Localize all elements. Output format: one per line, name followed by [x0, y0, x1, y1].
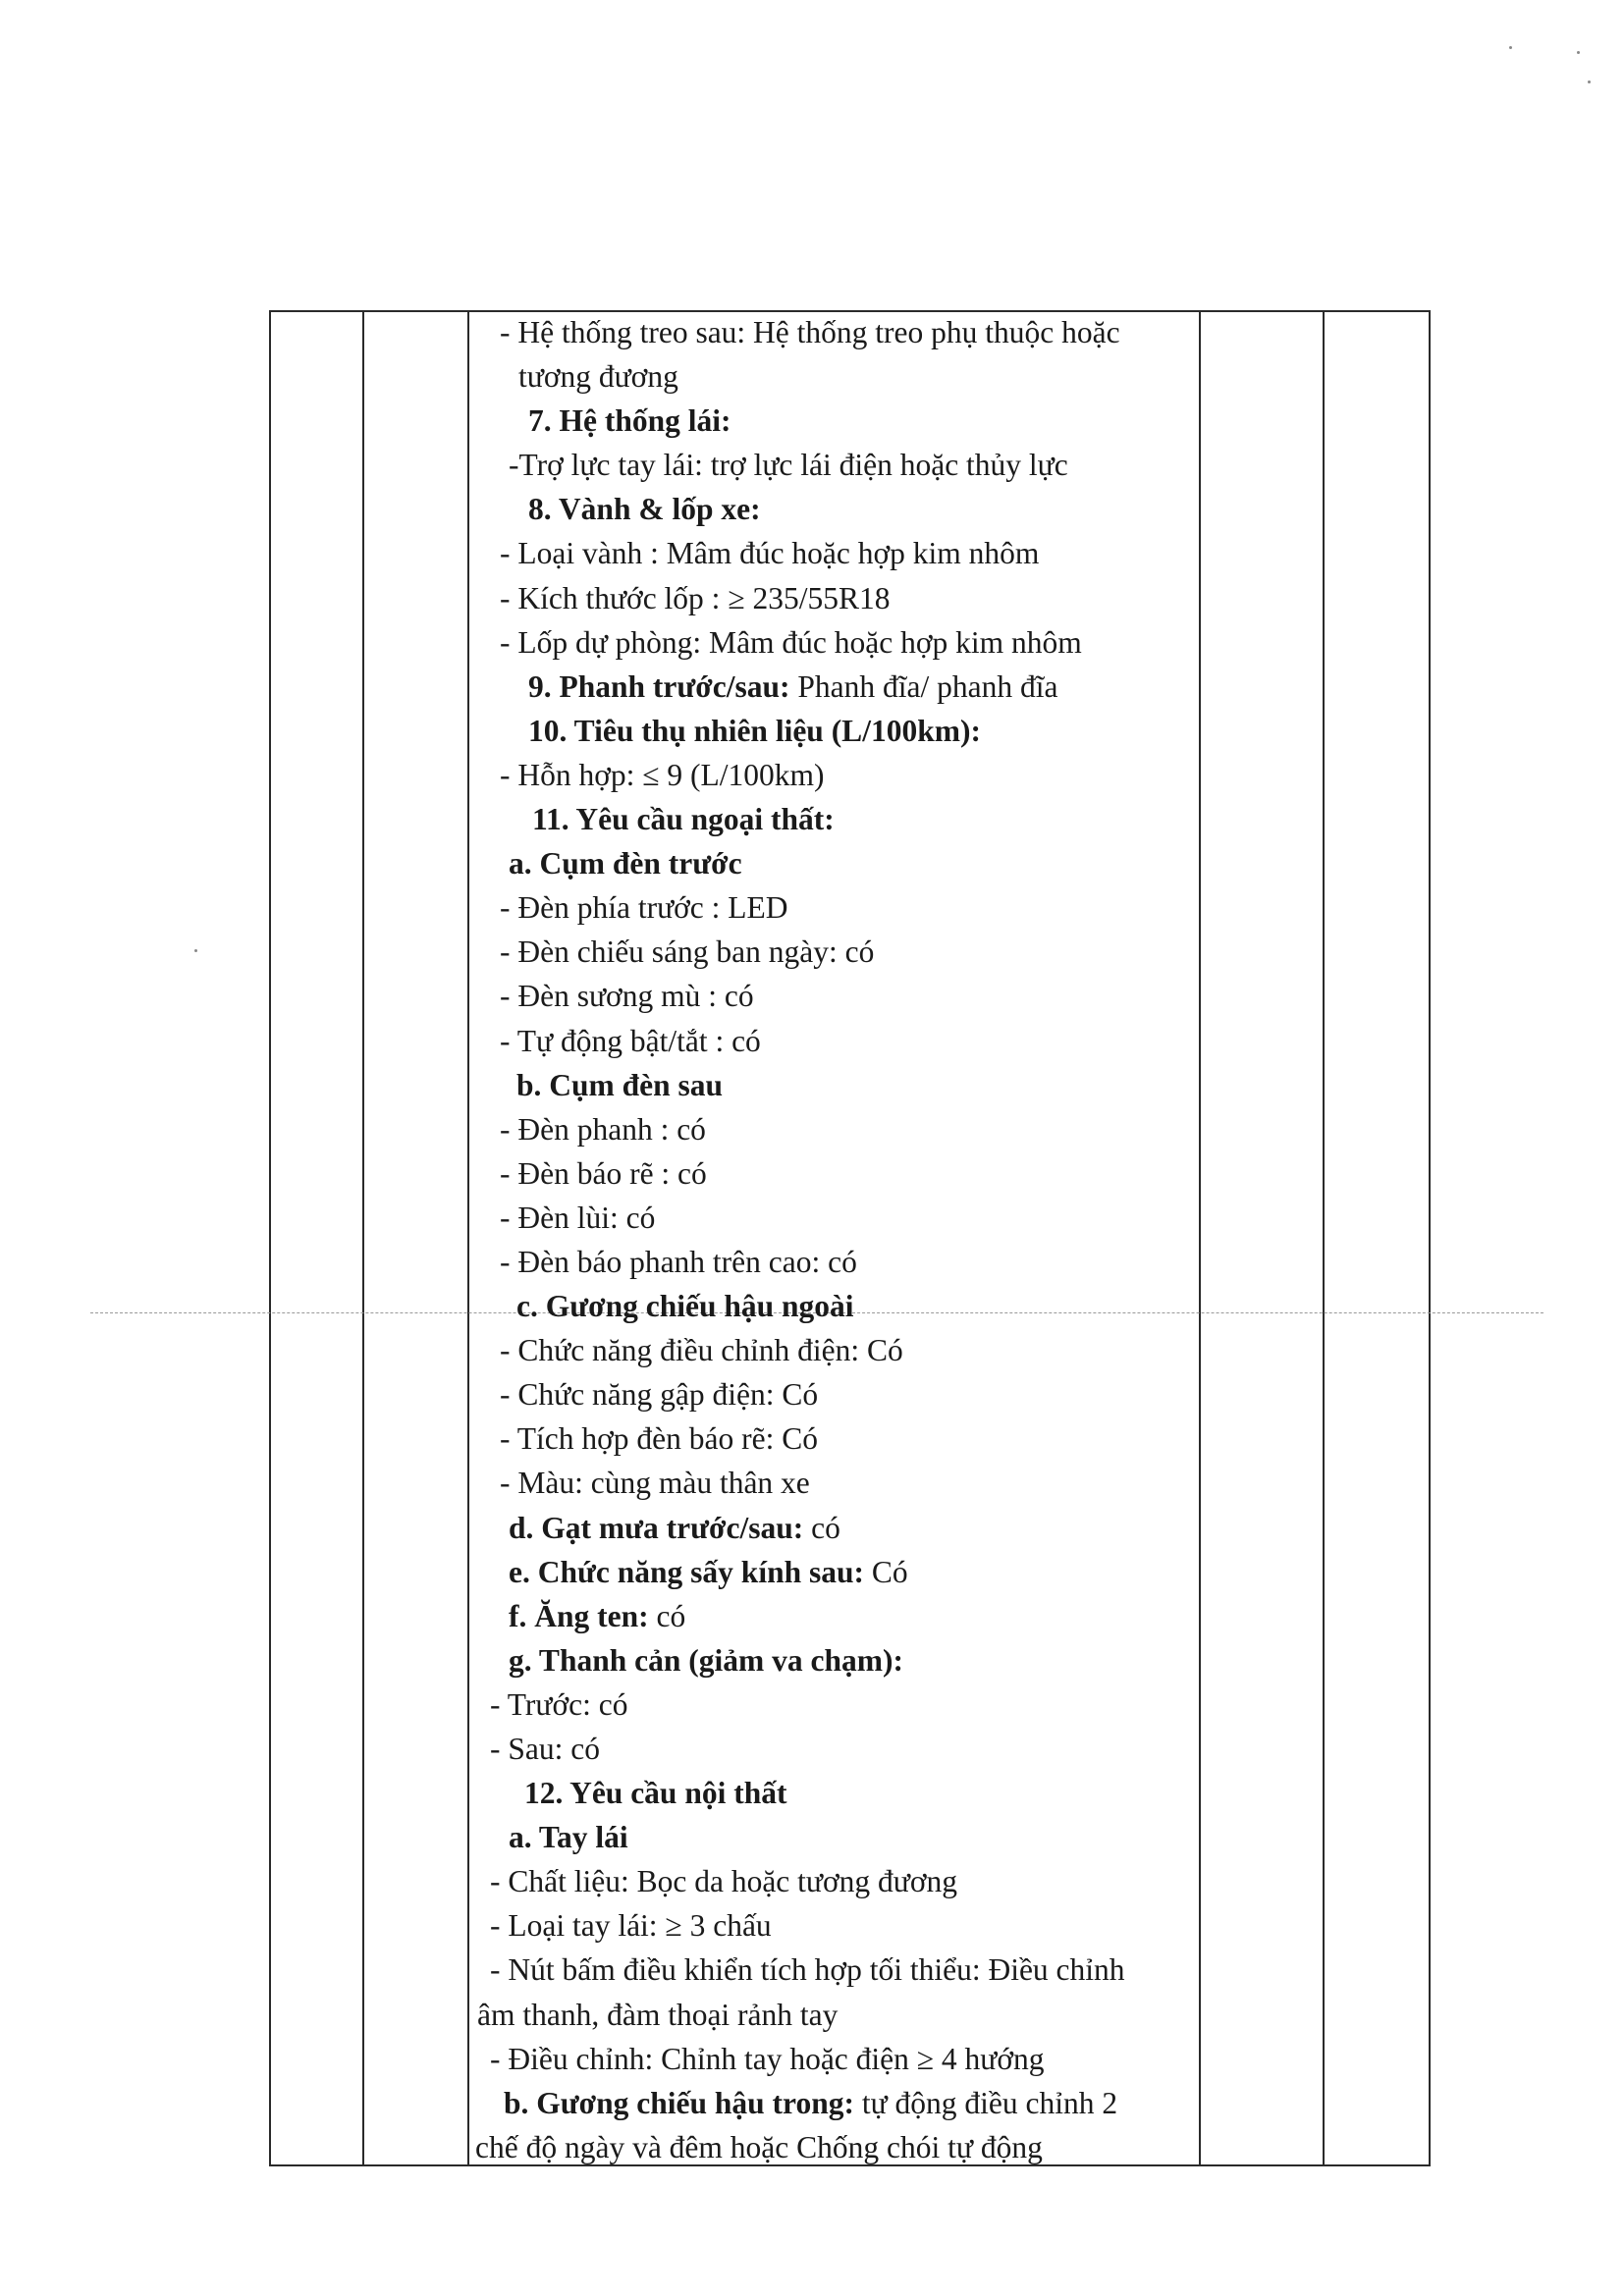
spec-text: - Chức năng điều chỉnh điện: Có — [500, 1333, 903, 1368]
spec-line — [467, 1903, 1194, 1948]
spec-text: - Màu: cùng màu thân xe — [500, 1466, 810, 1501]
spec-line — [467, 1815, 1194, 1859]
spec-line — [467, 2081, 1194, 2125]
spec-line — [467, 974, 1194, 1018]
spec-text: - Đèn phía trước : LED — [500, 890, 788, 926]
scan-speck — [1577, 51, 1580, 54]
spec-line — [467, 1372, 1194, 1416]
spec-line — [467, 620, 1194, 665]
spec-heading: g. Thanh cản (giảm va chạm): — [509, 1642, 903, 1678]
scan-speck — [194, 949, 197, 952]
spec-line — [467, 1328, 1194, 1372]
spec-line — [467, 1506, 1194, 1550]
spec-line — [467, 1682, 1194, 1727]
spec-value: có — [648, 1598, 686, 1633]
spec-text: - Tự động bật/tắt : có — [500, 1023, 761, 1058]
spec-text: - Hệ thống treo sau: Hệ thống treo phụ thuộc hoặc — [500, 315, 1120, 349]
spec-text: tương đương — [518, 359, 678, 395]
spec-heading: a. Cụm đèn trước — [509, 846, 742, 881]
spec-line — [467, 1107, 1194, 1151]
scan-speck — [1509, 46, 1512, 49]
spec-heading: d. Gạt mưa trước/sau: — [509, 1510, 804, 1545]
spec-text: -Trợ lực tay lái: trợ lực lái điện hoặc thủy lực — [509, 448, 1068, 483]
spec-line — [467, 399, 1194, 443]
spec-line — [467, 1196, 1194, 1240]
spec-line — [467, 1771, 1194, 1815]
spec-text: - Chất liệu: Bọc da hoặc tương đương — [490, 1864, 957, 1899]
spec-line — [467, 2125, 1194, 2169]
spec-heading: e. Chức năng sấy kính sau: — [509, 1554, 865, 1589]
spec-text: - Kích thước lốp : ≥ 235/55R18 — [500, 580, 891, 615]
spec-line — [467, 443, 1194, 487]
spec-line — [467, 1416, 1194, 1461]
spec-text: - Đèn chiếu sáng ban ngày: có — [500, 934, 875, 970]
spec-line — [467, 1284, 1194, 1328]
spec-line — [467, 1727, 1194, 1771]
spec-line — [467, 665, 1194, 709]
spec-line — [467, 753, 1194, 797]
spec-text: - Trước: có — [490, 1686, 628, 1722]
spec-text: - Lốp dự phòng: Mâm đúc hoặc hợp kim nhôm — [500, 624, 1082, 660]
spec-line — [467, 885, 1194, 930]
spec-line — [467, 1550, 1194, 1594]
spec-text: - Loại vành : Mâm đúc hoặc hợp kim nhôm — [500, 536, 1040, 571]
spec-value: tự động điều chỉnh 2 — [853, 2085, 1118, 2120]
spec-line — [467, 1019, 1194, 1063]
spec-text: - Đèn báo rẽ : có — [500, 1155, 707, 1191]
spec-heading: f. Ăng ten: — [509, 1598, 649, 1633]
spec-line — [467, 1461, 1194, 1505]
spec-heading: c. Gương chiếu hậu ngoài — [516, 1289, 854, 1324]
spec-line — [467, 1993, 1194, 2037]
spec-heading: 11. Yêu cầu ngoại thất: — [532, 802, 835, 837]
spec-line — [467, 930, 1194, 974]
spec-line — [467, 487, 1194, 531]
spec-text: - Chức năng gập điện: Có — [500, 1377, 819, 1413]
spec-line — [467, 709, 1194, 753]
spec-text: - Đèn lùi: có — [500, 1200, 656, 1235]
spec-text: - Điều chỉnh: Chỉnh tay hoặc điện ≥ 4 hướng — [490, 2041, 1045, 2076]
spec-line — [467, 354, 1194, 399]
spec-value: Phanh đĩa/ phanh đĩa — [789, 668, 1058, 704]
spec-value: Có — [864, 1554, 908, 1589]
spec-heading: a. Tay lái — [509, 1820, 628, 1855]
spec-heading: b. Cụm đèn sau — [516, 1067, 724, 1102]
spec-value: có — [803, 1510, 840, 1545]
spec-text: - Sau: có — [490, 1732, 600, 1766]
column-divider — [1199, 312, 1201, 2164]
spec-line — [467, 310, 1194, 354]
spec-heading: 10. Tiêu thụ nhiên liệu (L/100km): — [528, 713, 981, 748]
spec-line — [467, 2037, 1194, 2081]
spec-line — [467, 1859, 1194, 1903]
spec-text: - Hỗn hợp: ≤ 9 (L/100km) — [500, 757, 825, 792]
spec-text: - Tích hợp đèn báo rẽ: Có — [500, 1421, 818, 1457]
column-divider — [362, 312, 364, 2164]
spec-text: âm thanh, đàm thoại rảnh tay — [477, 1997, 839, 2032]
spec-heading: 7. Hệ thống lái: — [528, 403, 731, 439]
spec-content-cell — [467, 310, 1194, 2169]
spec-line — [467, 1948, 1194, 1992]
spec-text: - Đèn báo phanh trên cao: có — [500, 1244, 857, 1279]
spec-text: - Nút bấm điều khiển tích hợp tối thiểu: Điều chỉnh — [490, 1952, 1125, 1988]
spec-line — [467, 576, 1194, 620]
spec-text: - Đèn phanh : có — [500, 1111, 706, 1147]
spec-text: - Đèn sương mù : có — [500, 979, 754, 1014]
spec-text: - Loại tay lái: ≥ 3 chấu — [490, 1908, 772, 1944]
spec-heading: 9. Phanh trước/sau: — [528, 668, 790, 704]
spec-line — [467, 1638, 1194, 1682]
spec-line — [467, 1240, 1194, 1284]
spec-heading: 8. Vành & lốp xe: — [528, 492, 761, 527]
spec-heading: b. Gương chiếu hậu trong: — [504, 2085, 854, 2120]
spec-line — [467, 797, 1194, 841]
column-divider — [1323, 312, 1325, 2164]
spec-text: chế độ ngày và đêm hoặc Chống chói tự động — [475, 2129, 1043, 2164]
spec-heading: 12. Yêu cầu nội thất — [524, 1776, 787, 1811]
spec-line — [467, 531, 1194, 575]
spec-line — [467, 1063, 1194, 1107]
spec-line — [467, 841, 1194, 885]
spec-line — [467, 1594, 1194, 1638]
spec-line — [467, 1151, 1194, 1196]
scan-speck — [1588, 80, 1591, 83]
